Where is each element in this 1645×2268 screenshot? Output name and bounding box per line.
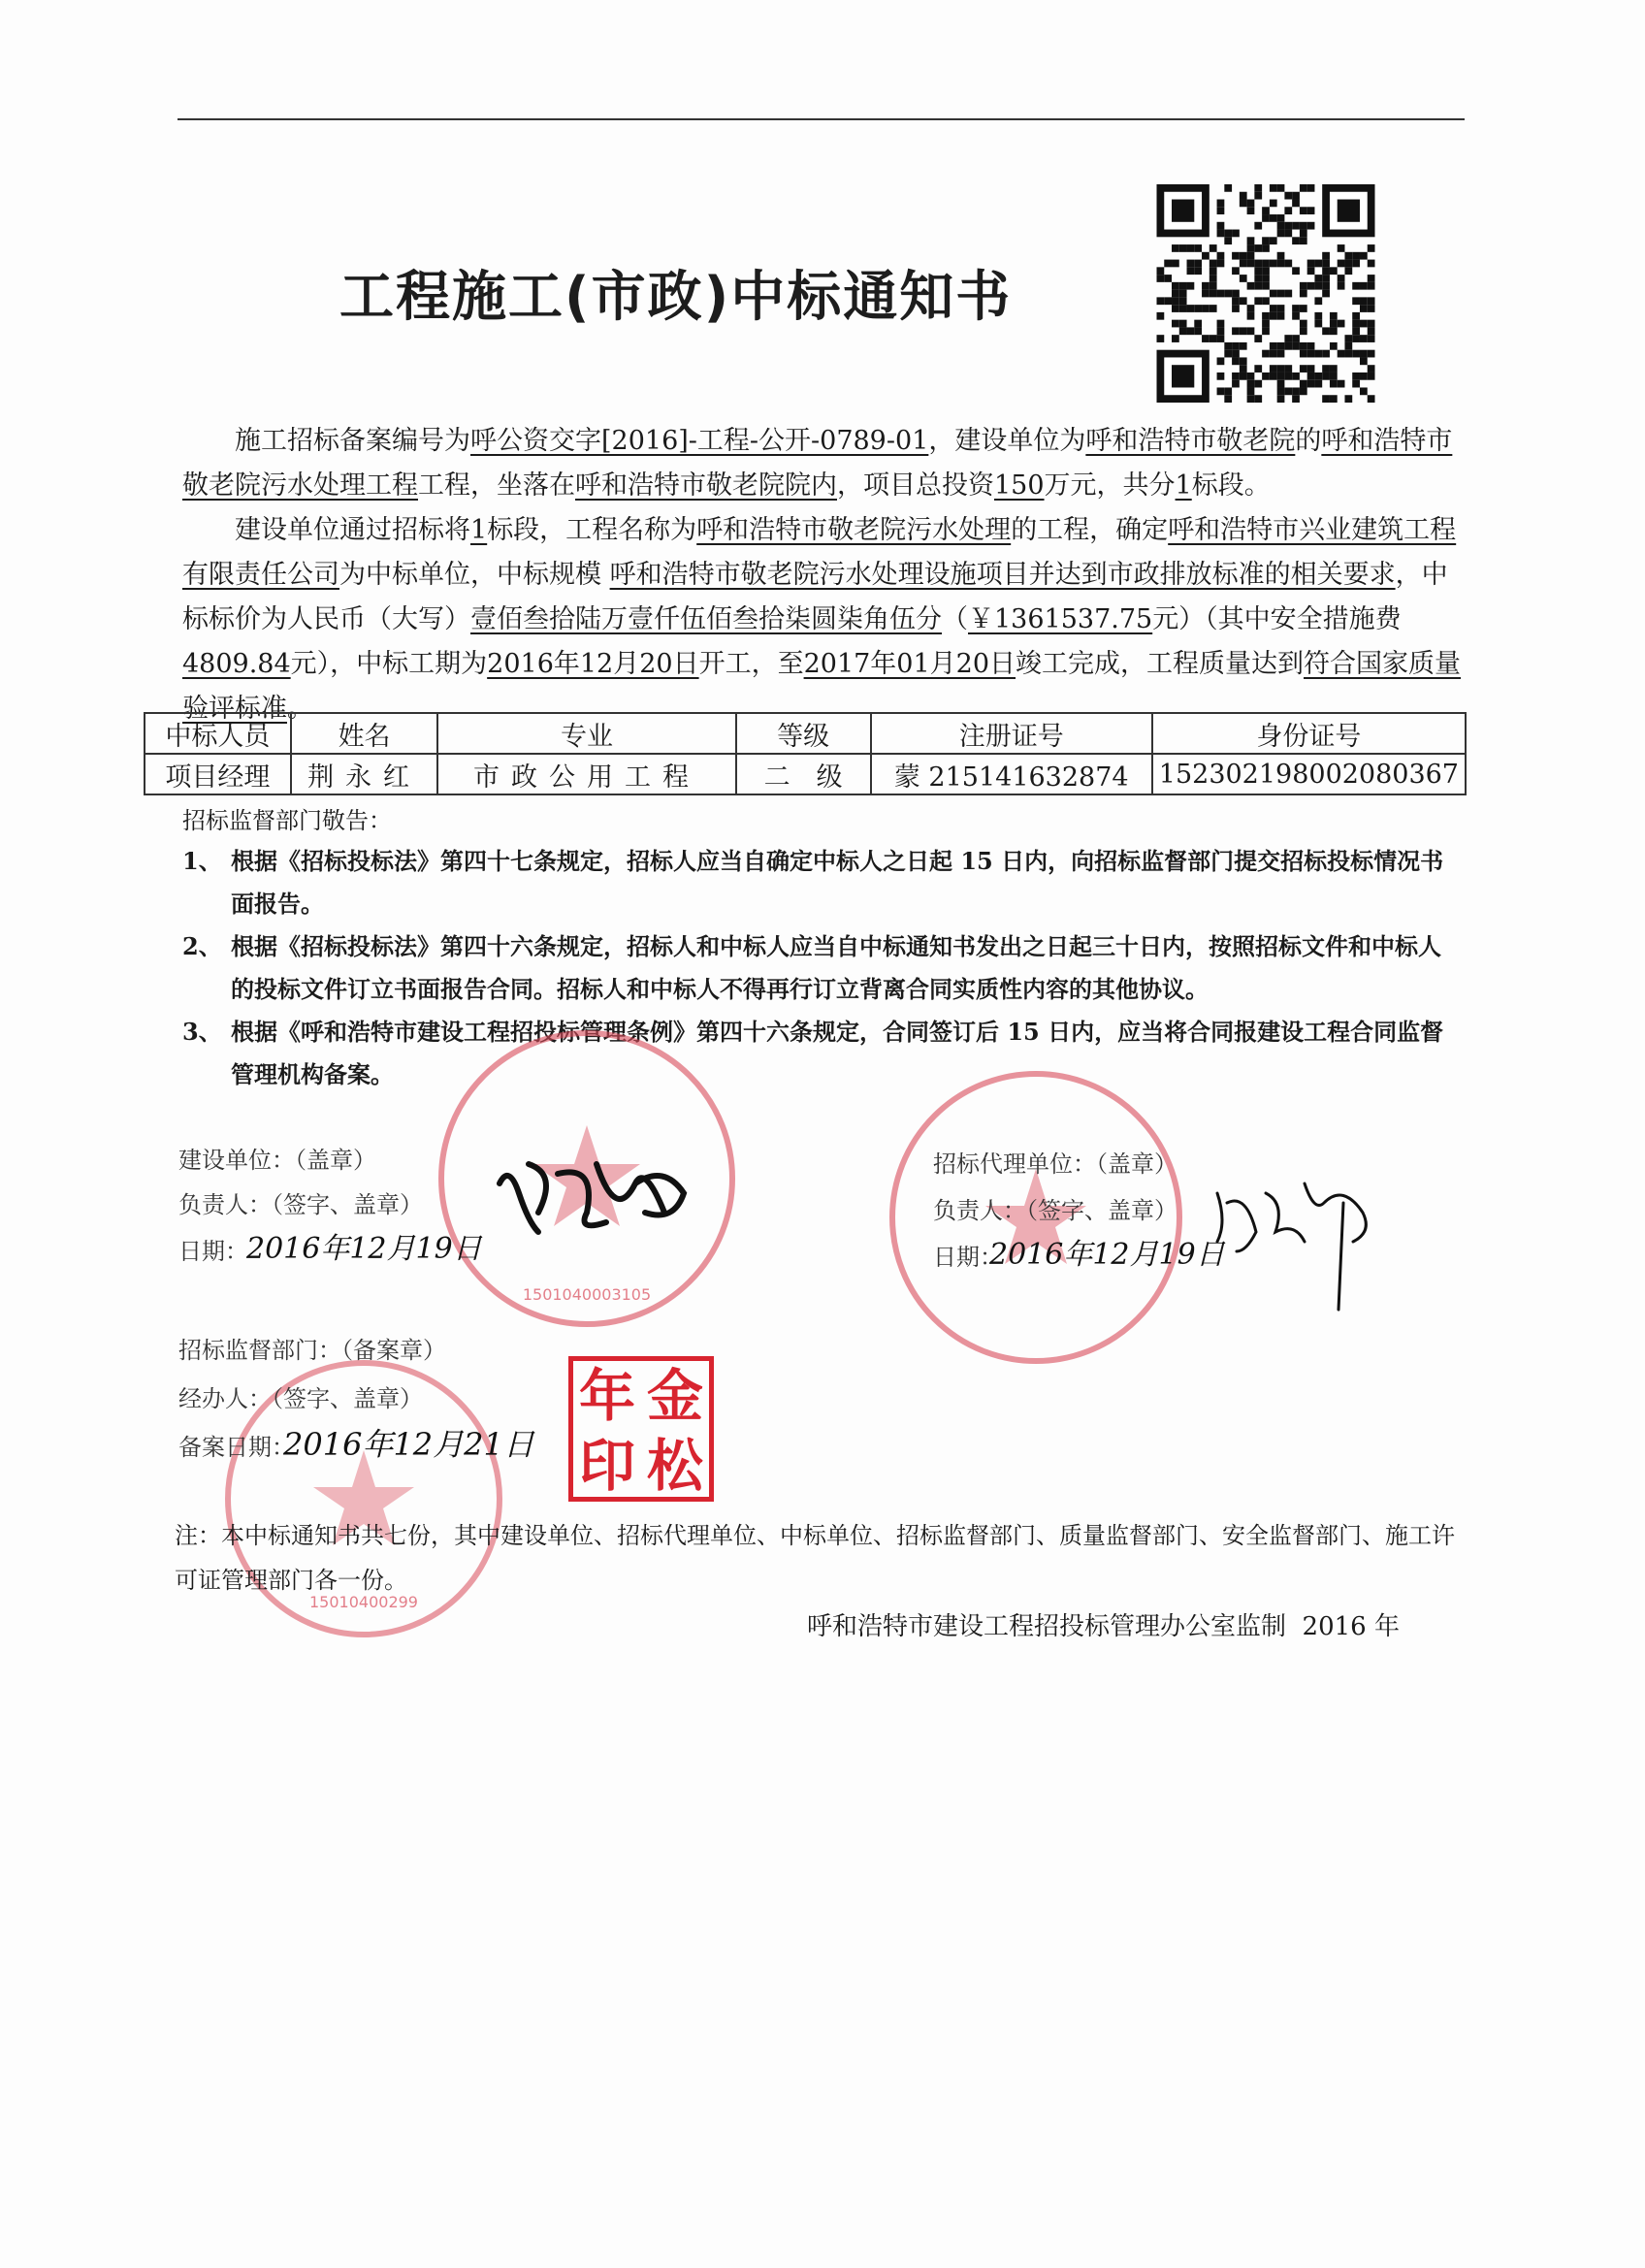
table-cell: 蒙 215141632874	[871, 754, 1152, 794]
owner-signature	[490, 1145, 703, 1251]
notice-number: 1、	[182, 847, 222, 875]
personnel-table	[144, 712, 1467, 795]
table-cell: 项目经理	[145, 754, 291, 794]
table-header: 身份证号	[1152, 713, 1466, 754]
owner-unit-label: 建设单位：（盖章）	[178, 1147, 376, 1174]
table-cell: 市政公用工程	[437, 754, 735, 794]
stamp-number: 15010400299	[309, 1593, 418, 1611]
table-header: 专业	[437, 713, 735, 754]
qr-code	[1154, 184, 1377, 403]
table-header: 姓名	[291, 713, 438, 754]
notice-text: 根据《招标投标法》第四十六条规定，招标人和中标人应当自中标通知书发出之日起三十日内，按照招标文件和中标人的投标文件订立书面报告合同。招标人和中标人不得再行订立背离合同实质性内容的其他协议。	[231, 932, 1441, 1003]
owner-date-handwritten: 2016年12月19日	[246, 1232, 482, 1266]
notice-text: 根据《呼和浩特市建设工程招投标管理条例》第四十六条规定，合同签订后 15 日内，应当将合同报建设工程合同监督管理机构备案。	[231, 1018, 1444, 1088]
notice-text: 根据《招标投标法》第四十七条规定，招标人应当自确定中标人之日起 15 日内，向招标监督部门提交招标投标情况书面报告。	[231, 847, 1444, 918]
issue-year: 2016 年	[1302, 1612, 1400, 1641]
paragraph-filing: 施工招标备案编号为呼公资交字[2016]-工程-公开-0789-01，建设单位为呼和浩特市敬老院的呼和浩特市敬老院污水处理工程工程，坐落在呼和浩特市敬老院院内，项目总投资150万元，共分1标段。	[182, 426, 1453, 501]
footer-issuer	[807, 1606, 1400, 1642]
owner-date-label: 日期：	[178, 1238, 248, 1265]
notice-item	[182, 1011, 1463, 1096]
agent-date-handwritten: 2016年12月19日	[989, 1238, 1225, 1272]
notice-number: 3、	[182, 1018, 222, 1046]
supervisor-person-label: 经办人：（签字、盖章）	[178, 1385, 423, 1412]
stamp-number: 1501040003105	[522, 1285, 652, 1304]
paragraph-award: 建设单位通过招标将1标段，工程名称为呼和浩特市敬老院污水处理的工程，确定呼和浩特市兴业建筑工程有限责任公司为中标单位，中标规模 呼和浩特市敬老院污水处理设施项目并达到市政排放标准的相关要求，中标标价为人民币（大写）壹佰叁拾陆万壹仟伍佰叁拾柒圆柒角伍分（￥1361537.75元）（其中安全措施费4809.84元），中标工期为2016年12月20日开工，至2017年01月20日竣工完成，工程质量达到符合国家质量验评标准。	[182, 515, 1462, 724]
owner-person-label: 负责人：（签字、盖章）	[178, 1191, 423, 1218]
notice-heading: 招标监督部门敬告：	[182, 807, 392, 834]
agent-date-label: 日期：	[933, 1244, 1003, 1271]
table-header: 中标人员	[145, 713, 291, 754]
notice-number: 2、	[182, 932, 222, 960]
table-header: 等级	[736, 713, 871, 754]
table-header: 注册证号	[871, 713, 1152, 754]
table-cell: 二 级	[736, 754, 871, 794]
seal-char: 年	[578, 1363, 635, 1429]
agent-person-label: 负责人：（签字、盖章）	[933, 1197, 1177, 1224]
supervisor-unit-label: 招标监督部门：（备案章）	[178, 1337, 446, 1364]
table-header-row	[145, 713, 1466, 754]
top-rule	[177, 118, 1465, 120]
seal-char: 印	[578, 1433, 635, 1499]
notice-item	[182, 925, 1463, 1011]
table-cell: 荆永红	[291, 754, 438, 794]
seal-char: 金	[646, 1363, 703, 1429]
supervisor-date-label: 备案日期：	[178, 1434, 295, 1461]
notice-item	[182, 840, 1463, 925]
page-title: 工程施工(市政)中标通知书	[339, 266, 1013, 329]
table-cell: 152302198002080367	[1152, 754, 1466, 794]
agent-signature	[1208, 1174, 1392, 1329]
body-text	[182, 419, 1463, 731]
footer-note: 注：本中标通知书共七份，其中建设单位、招标代理单位、中标单位、招标监督部门、质量监督部门、安全监督部门、施工许可证管理部门各一份。	[175, 1522, 1455, 1594]
supervisor-date-handwritten: 2016年12月21日	[283, 1426, 534, 1463]
issuer-name: 呼和浩特市建设工程招投标管理办公室监制	[807, 1612, 1287, 1641]
personal-seal	[568, 1356, 714, 1502]
table-row	[145, 754, 1466, 794]
agent-unit-label: 招标代理单位：（盖章）	[933, 1150, 1177, 1178]
seal-char: 松	[646, 1433, 703, 1499]
